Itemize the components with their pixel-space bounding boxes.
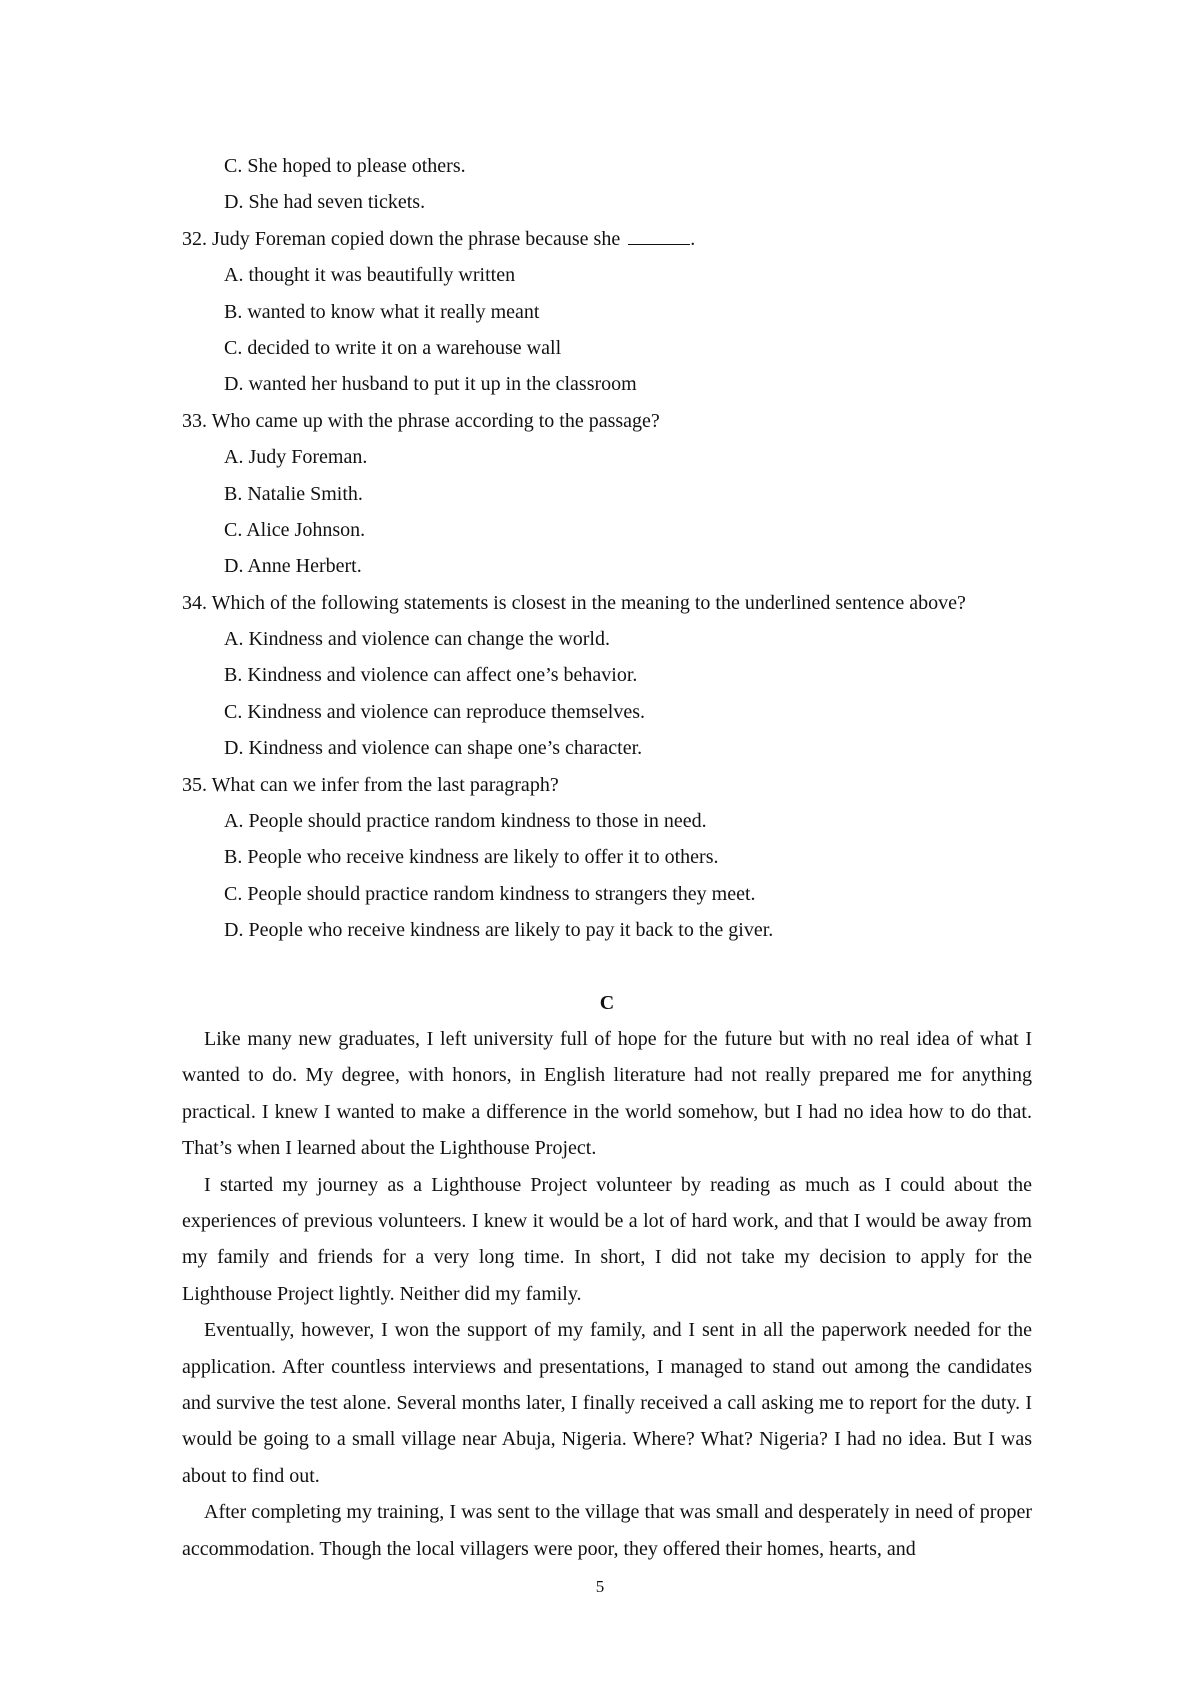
passage-paragraph: Like many new graduates, I left university full of hope for the future but with no real idea of what I wanted to do. My degree, with honors, in English literature had not really prepared me for anything practical. I knew I wanted to make a difference in the world somehow, but I had no idea how to do that. That’s when I learned about the Lighthouse Project. [182,1027,1032,1160]
option-line: C. decided to write it on a warehouse wall [224,336,562,359]
page-number: 5 [595,1577,605,1596]
question-stem: 33. Who came up with the phrase according to the passage? [182,409,660,432]
option-line: C. She hoped to please others. [224,155,466,177]
option-line: B. wanted to know what it really meant [224,300,540,323]
option-line: D. People who receive kindness are likely to pay it back to the giver. [224,919,774,942]
answer-blank [628,226,690,245]
passage-paragraph: Eventually, however, I won the support of my family, and I sent in all the paperwork needed for the application. After countless interviews and presentations, I managed to stand out among the candidates and survive the test alone. Several months later, I finally received a call asking me to report for the duty. I would be going to a small village near Abuja, Nigeria. Where? What? Nigeria? I had no idea. But I was about to find out. [182,1319,1032,1487]
question-stem [182,221,1032,257]
option-line: D. wanted her husband to put it up in the classroom [224,373,637,396]
option-line: D. Anne Herbert. [224,555,362,578]
option-line: C. Alice Johnson. [224,518,366,541]
option-line: B. People who receive kindness are likely to offer it to others. [224,846,719,869]
option-line: A. People should practice random kindness to those in need. [224,810,707,833]
option-line: A. Judy Foreman. [224,446,368,469]
passage-paragraph: I started my journey as a Lighthouse Project volunteer by reading as much as I could about the experiences of previous volunteers. I knew it would be a lot of hard work, and that I would be away from my family and friends for a very long time. In short, I did not take my decision to apply for the Lighthouse Project lightly. Neither did my family. [182,1173,1032,1305]
option-line: A. thought it was beautifully written [224,264,516,287]
option-line: B. Kindness and violence can affect one’s behavior. [224,664,638,687]
option-line: C. People should practice random kindness to strangers they meet. [224,882,756,905]
question-stem-text: 32. Judy Foreman copied down the phrase because she [182,227,621,250]
option-line: D. She had seven tickets. [224,191,426,214]
option-line: C. Kindness and violence can reproduce themselves. [224,700,645,723]
option-line: D. Kindness and violence can shape one’s character. [224,737,643,760]
page-content [182,148,1032,1567]
question-stem: 34. Which of the following statements is closest in the meaning to the underlined sentence above? [182,591,966,614]
option-line: A. Kindness and violence can change the world. [224,628,610,651]
section-heading: C [599,991,615,1014]
passage-paragraph: After completing my training, I was sent to the village that was small and desperately in need of proper accommodation. Though the local villagers were poor, they offered their homes, hearts, and [182,1501,1032,1560]
question-stem-end: . [690,227,696,250]
question-stem: 35. What can we infer from the last paragraph? [182,773,559,796]
option-line: B. Natalie Smith. [224,482,363,505]
